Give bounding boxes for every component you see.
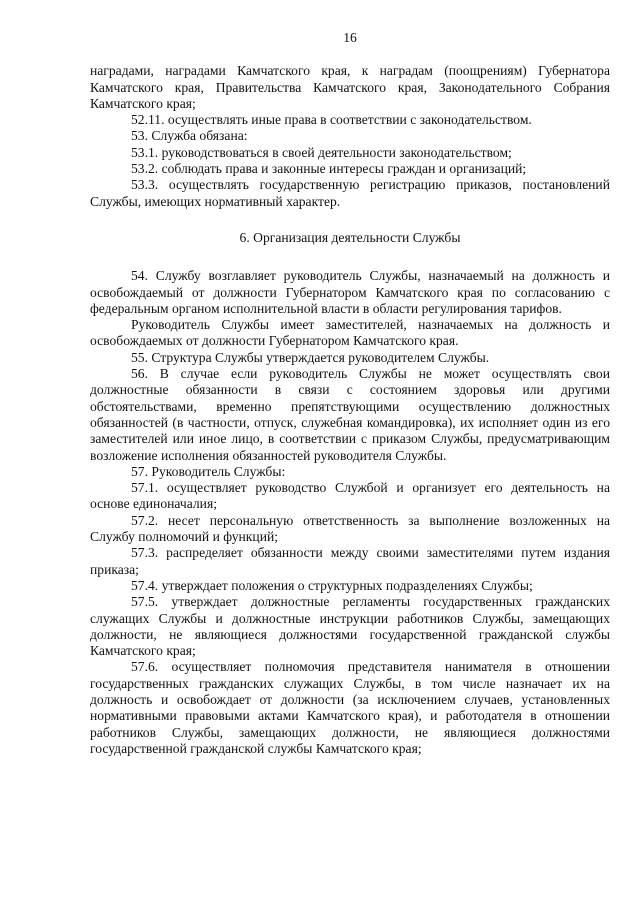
paragraph: 52.11. осуществлять иные права в соответствии с законодательством. <box>131 112 532 128</box>
paragraph: наградами, наградами Камчатского края, к наградам (поощрениям) Губернатора Камчатского края, Правительства Камчатского края, Законодательного Собрания Камчатского края; <box>90 63 610 111</box>
document-page <box>90 30 610 757</box>
paragraph: 54. Службу возглавляет руководитель Службы, назначаемый на должность и освобождаемый от должности Губернатором Камчатского края по согласованию с федеральным органом исполнительной власти в области регулирования тарифов. <box>90 268 610 316</box>
paragraph: 57.5. утверждает должностные регламенты государственных гражданских служащих Службы и должностные инструкции работников Службы, замещающих должности, не являющиеся должностями государственной гражданской службы Камчатского края; <box>90 594 610 659</box>
paragraph: 57.3. распределяет обязанности между своими заместителями путем издания приказа; <box>90 545 610 577</box>
paragraph: 53.1. руководствоваться в своей деятельности законодательством; <box>131 144 512 160</box>
paragraph: 53. Служба обязана: <box>131 128 248 144</box>
section-heading: 6. Организация деятельности Службы <box>239 229 461 245</box>
paragraph: 57.4. утверждает положения о структурных подразделениях Службы; <box>131 577 533 593</box>
page-number: 16 <box>343 30 357 45</box>
paragraphs-before <box>90 63 610 210</box>
paragraph: 57.6. осуществляет полномочия представителя нанимателя в отношении государственных гражданских служащих Службы, в том числе назначает их на должность и освобождает от должности (за исключением случаев, установленных нормативными правовыми актами Камчатского края), и работодателя в отношении работников Службы, замещающих должности, не являющиеся должностями государственной гражданской службы Камчатского края; <box>90 659 610 756</box>
paragraph: 56. В случае если руководитель Службы не может осуществлять свои должностные обязанности в связи с состоянием здоровья или другими обстоятельствами, временно препятствующими осуществлению должностных обязанностей (в частности, отпуск, служебная командировка), их исполняет один из его заместителей или иное лицо, в соответствии с приказом Службы, предусматривающим возложение исполнения обязанностей руководителя Службы. <box>90 366 610 463</box>
paragraph: 57. Руководитель Службы: <box>131 463 286 479</box>
paragraph: 57.2. несет персональную ответственность за выполнение возложенных на Службу полномочий и функций; <box>90 512 610 545</box>
paragraphs-after <box>90 268 610 757</box>
paragraph: Руководитель Службы имеет заместителей, назначаемых на должность и освобождаемых от должности Губернатором Камчатского края. <box>90 317 610 349</box>
paragraph: 57.1. осуществляет руководство Службой и организует его деятельность на основе единоначалия; <box>90 480 610 512</box>
paragraph: 53.2. соблюдать права и законные интересы граждан и организаций; <box>131 161 527 177</box>
paragraph: 53.3. осуществлять государственную регистрацию приказов, постановлений Службы, имеющих нормативный характер. <box>90 177 610 209</box>
paragraph: 55. Структура Службы утверждается руководителем Службы. <box>131 349 490 365</box>
